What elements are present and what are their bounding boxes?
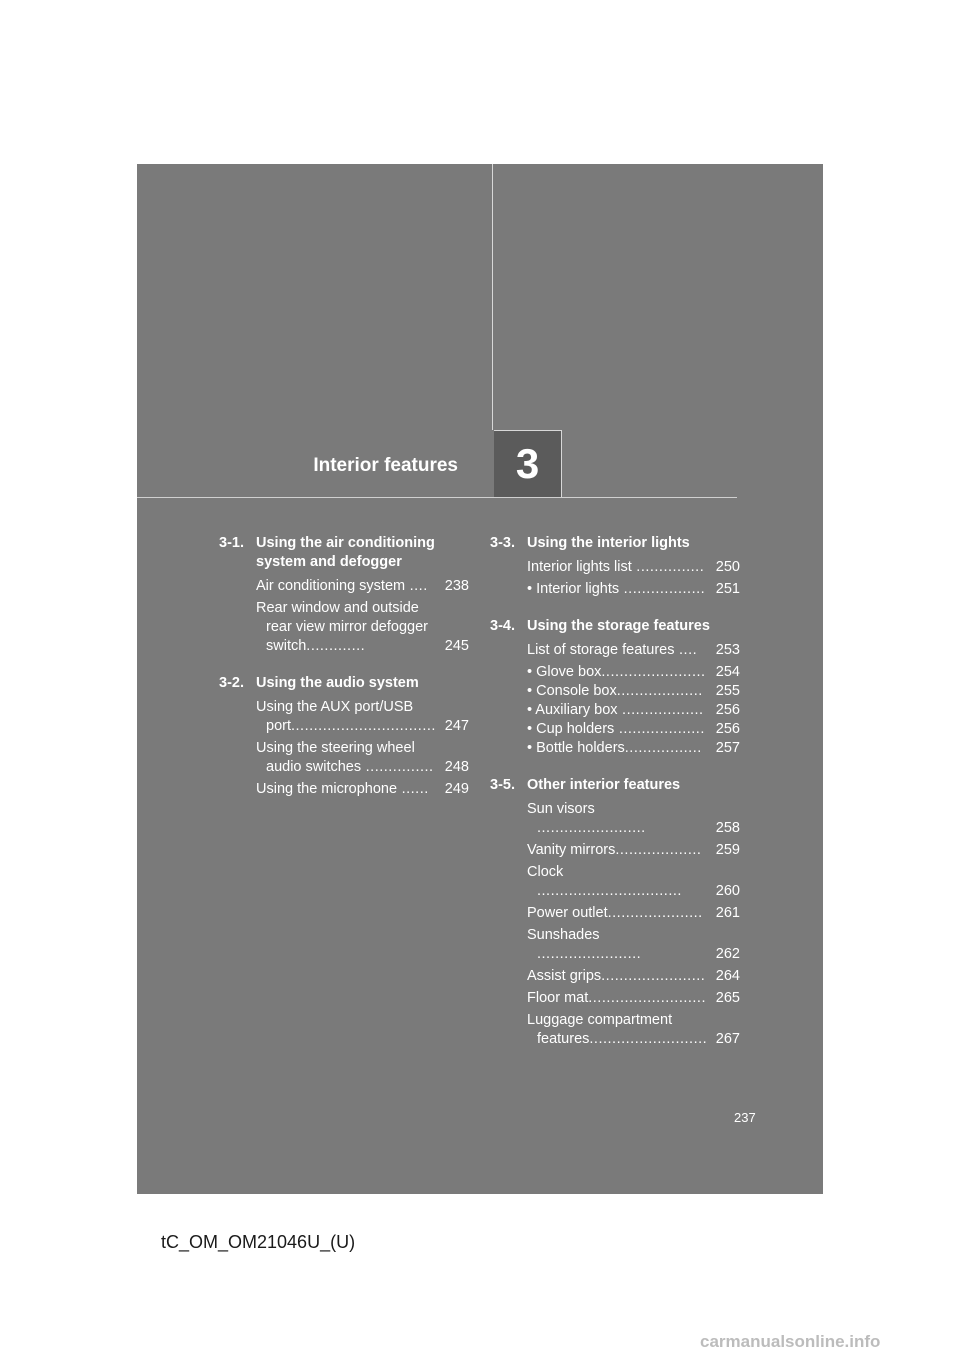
dot-leader: ................... [616, 683, 703, 699]
entry-title: Clock [527, 864, 564, 880]
entry-page-number: 248 [444, 759, 469, 775]
toc-entry[interactable] [490, 863, 740, 901]
entry-label [527, 720, 740, 739]
entry-label [527, 800, 740, 838]
dot-leader: .......................... [589, 1031, 708, 1047]
document-id: tC_OM_OM21046U_(U) [161, 1232, 356, 1252]
entry-label [256, 577, 469, 596]
toc-section [490, 534, 740, 599]
entry-title: • Auxiliary box [527, 702, 618, 718]
entry-page-number: 250 [715, 559, 740, 575]
section-heading[interactable] [490, 776, 740, 795]
dot-leader: ............... [361, 759, 434, 775]
entry-label [527, 967, 740, 986]
entry-label [527, 863, 740, 901]
entry-title: Using the steering wheel audio switches [256, 740, 415, 775]
entry-page-number: 256 [715, 702, 740, 718]
entry-label [527, 701, 740, 720]
entry-label [527, 663, 740, 682]
dot-leader: ................................ [537, 883, 682, 899]
toc-entry[interactable] [490, 663, 740, 682]
entry-page-number: 259 [715, 842, 740, 858]
toc-entry[interactable] [490, 701, 740, 720]
dot-leader: .... [674, 642, 698, 658]
entry-title: • Bottle holders [527, 740, 625, 756]
toc-entry[interactable] [219, 780, 469, 799]
entry-label [527, 580, 740, 599]
dot-leader: ................. [624, 740, 702, 756]
chapter-number: 3 [515, 440, 540, 487]
entry-title: Sun visors [527, 801, 595, 817]
dot-leader: .................. [619, 581, 706, 597]
entry-title: Using the microphone [256, 781, 398, 797]
section-number: 3-2. [219, 675, 244, 691]
entry-title: Assist grips [527, 968, 602, 984]
entry-title: • Glove box [527, 664, 602, 680]
entry-title: Air conditioning system [256, 578, 406, 594]
section-title: Using the storage features [527, 618, 710, 634]
entry-page-number: 254 [715, 664, 740, 680]
toc-entry[interactable] [490, 967, 740, 986]
toc-entry[interactable] [490, 641, 740, 660]
dot-leader: ............... [631, 559, 705, 575]
section-title: Other interior features [527, 777, 681, 793]
dot-leader: .......................... [588, 990, 706, 1006]
toc-entry[interactable] [490, 558, 740, 577]
entry-page-number: 264 [715, 968, 740, 984]
entry-title: Power outlet [527, 905, 608, 921]
entry-label [527, 682, 740, 701]
dot-leader: ....................... [537, 946, 642, 962]
entry-label [527, 989, 740, 1008]
entry-page-number: 265 [715, 990, 740, 1006]
dot-leader: .... [405, 578, 428, 594]
entry-title: List of storage features [527, 642, 675, 658]
toc-entry[interactable] [219, 577, 469, 596]
toc-section [490, 617, 740, 758]
entry-label [256, 698, 469, 736]
toc-entry[interactable] [490, 720, 740, 739]
section-number: 3-3. [490, 535, 515, 551]
entry-page-number: 245 [444, 638, 469, 654]
entry-page-number: 253 [715, 642, 740, 658]
section-heading[interactable] [490, 534, 740, 553]
toc-entry[interactable] [490, 800, 740, 838]
dot-leader: ................... [615, 842, 702, 858]
toc-entry[interactable] [219, 599, 469, 656]
toc-entry[interactable] [490, 580, 740, 599]
entry-label [256, 780, 469, 799]
section-number: 3-5. [490, 777, 515, 793]
entry-page-number: 255 [715, 683, 740, 699]
section-number: 3-1. [219, 535, 244, 551]
dot-leader: ...... [397, 781, 429, 797]
entry-page-number: 247 [444, 718, 469, 734]
section-heading[interactable] [219, 674, 469, 693]
dot-leader: ....................... [601, 664, 706, 680]
entry-label [527, 904, 740, 923]
page-number: 237 [734, 1110, 756, 1125]
entry-title: • Console box [527, 683, 617, 699]
entry-title: Interior lights list [527, 559, 632, 575]
dot-leader: ................................ [291, 718, 436, 734]
toc-entry[interactable] [490, 739, 740, 758]
entry-page-number: 262 [715, 946, 740, 962]
entry-label [527, 1011, 740, 1049]
entry-page-number: 267 [715, 1031, 740, 1047]
section-title: Using the audio system [256, 675, 419, 691]
toc-left-column [219, 534, 469, 817]
entry-title: Rear window and outside rear view mirror defogger switch [256, 600, 428, 654]
vertical-divider [492, 164, 493, 430]
entry-title: • Cup holders [527, 721, 615, 737]
entry-title: Floor mat [527, 990, 589, 1006]
entry-title: • Interior lights [527, 581, 620, 597]
toc-entry[interactable] [219, 739, 469, 777]
dot-leader: ........................ [537, 820, 646, 836]
entry-label [527, 558, 740, 577]
dot-leader: ..................... [607, 905, 703, 921]
entry-label [256, 599, 469, 656]
toc-right-column [490, 534, 740, 1067]
toc-section [490, 776, 740, 1049]
dot-leader: .................. [617, 702, 704, 718]
section-number: 3-4. [490, 618, 515, 634]
entry-page-number: 261 [715, 905, 740, 921]
section-title: Using the interior lights [527, 535, 690, 551]
toc-entry[interactable] [490, 841, 740, 860]
toc-entry[interactable] [490, 904, 740, 923]
toc-entry[interactable] [490, 926, 740, 964]
entry-label [527, 926, 740, 964]
entry-page-number: 256 [715, 721, 740, 737]
entry-title: Sunshades [527, 927, 600, 943]
chapter-title: Interior features [313, 455, 458, 476]
dot-leader: ....................... [601, 968, 706, 984]
toc-section [219, 674, 469, 799]
entry-label [527, 739, 740, 758]
entry-label [527, 841, 740, 860]
chapter-number-box [494, 430, 562, 497]
entry-page-number: 257 [715, 740, 740, 756]
entry-title: Luggage compartment features [527, 1012, 673, 1047]
toc-entry[interactable] [490, 1011, 740, 1049]
section-heading[interactable] [490, 617, 740, 636]
section-heading[interactable] [219, 534, 469, 572]
toc-entry[interactable] [490, 682, 740, 701]
horizontal-divider [137, 497, 737, 498]
entry-title: Vanity mirrors [527, 842, 616, 858]
toc-section [219, 534, 469, 656]
toc-entry[interactable] [219, 698, 469, 736]
entry-page-number: 258 [715, 820, 740, 836]
entry-label [256, 739, 469, 777]
entry-page-number: 249 [444, 781, 469, 797]
entry-page-number: 251 [715, 581, 740, 597]
dot-leader: ............. [306, 638, 366, 654]
dot-leader: ................... [614, 721, 705, 737]
watermark: carmanualsonline.info [700, 1332, 881, 1351]
entry-page-number: 260 [715, 883, 740, 899]
entry-page-number: 238 [444, 578, 469, 594]
entry-label [527, 641, 740, 660]
toc-entry[interactable] [490, 989, 740, 1008]
entry-title: Using the AUX port/USB port [256, 699, 414, 734]
section-title: Using the air conditioning system and defogger [256, 535, 435, 570]
